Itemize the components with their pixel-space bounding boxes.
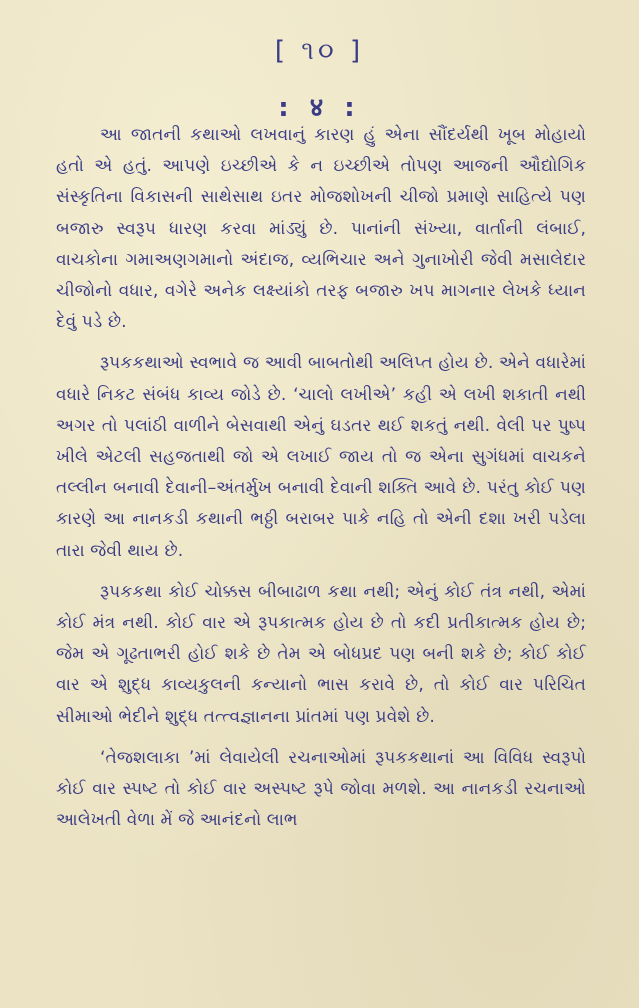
paragraph-1: [56, 120, 586, 338]
paragraph-1-text: આ જાતની કથાઓ લખવાનું કારણ હું એના સૌંદર્યથી ખૂબ મોહાયો હતો એ હતું. આપણે ઇચ્છીએ કે ન ઇચ્છીએ તોપણ આજની ઔદ્યોગિક સંસ્કૃતિના વિકાસની સાથેસાથ ઇતર મોજશોખની ચીજો પ્રમાણે સાહિત્યે પણ બજારુ સ્વરૂપ ધારણ કરવા માંડ્યું છે. પાનાંની સંખ્યા, વાર્તાની લંબાઈ, વાચકોના ગમાઅણગમાનો અંદાજ, વ્યભિચાર અને ગુનાખોરી જેવી મસાલેદાર ચીજોનો વધાર, વગેરે અનેક લક્ષ્યાંકો તરફ બજારુ ખપ માગનાર લેખકે ધ્યાન દેવું પડે છે.: [56, 125, 586, 333]
paragraph-4: [56, 743, 586, 837]
page-number: [ ૧૦ ]: [274, 36, 365, 66]
paragraph-2-text: રૂપકકથાઓ સ્વભાવે જ આવી બાબતોથી અલિપ્ત હોય છે. એને વધારેમાં વધારે નિકટ સંબંધ કાવ્ય જોડે છે. ‘ચાલો લખીએ’ કહી એ લખી શકાતી નથી અગર તો પલાંઠી વાળીને બેસવાથી એનું ઘડતર થઈ શકતું નથી. વેલી પર પુષ્પ ખીલે એટલી સહજતાથી જો એ લખાઈ જાય તો જ એના સુગંધમાં વાચકને તલ્લીન બનાવી દેવાની–અંતર્મુખ બનાવી દેવાની શક્તિ આવે છે. પરંતુ કોઈ પણ કારણે આ નાનકડી કથાની ભઠ્ઠી બરાબર પાકે નહિ તો એની દશા ખરી પડેલા તારા જેવી થાય છે.: [56, 353, 586, 561]
body-text: [56, 120, 586, 836]
paragraph-3: [56, 577, 586, 733]
paragraph-3-text: રૂપકકથા કોઈ ચોક્કસ બીબાઢાળ કથા નથી; એનું કોઈ તંત્ર નથી, એમાં કોઈ મંત્ર નથી. કોઈ વાર એ રૂપકાત્મક હોય છે તો કદી પ્રતીકાત્મક હોય છે; જેમ એ ગૂઢતાભરી હોઈ શકે છે તેમ એ બોધપ્રદ પણ બની શકે છે; કોઈ કોઈ વાર એ શુદ્ધ કાવ્યકુલની કન્યાનો ભાસ કરાવે છે, તો કોઈ વાર પરિચિત સીમાઓ ભેદીને શુદ્ધ તત્ત્વજ્ઞાનના પ્રાંતમાં પણ પ્રવેશે છે.: [56, 581, 586, 727]
paragraph-2: [56, 348, 586, 566]
paragraph-4-text: ‘તેજશલાકા ’માં લેવાયેલી રચનાઓમાં રૂપકકથાનાં આ વિવિધ સ્વરૂપો કોઈ વાર સ્પષ્ટ તો કોઈ વાર અસ્પષ્ટ રૂપે જોવા મળશે. આ નાનકડી રચનાઓ આલેખતી વેળા મેં જે આનંદનો લાભ: [56, 747, 586, 831]
chapter-number: : ४ :: [278, 93, 361, 123]
